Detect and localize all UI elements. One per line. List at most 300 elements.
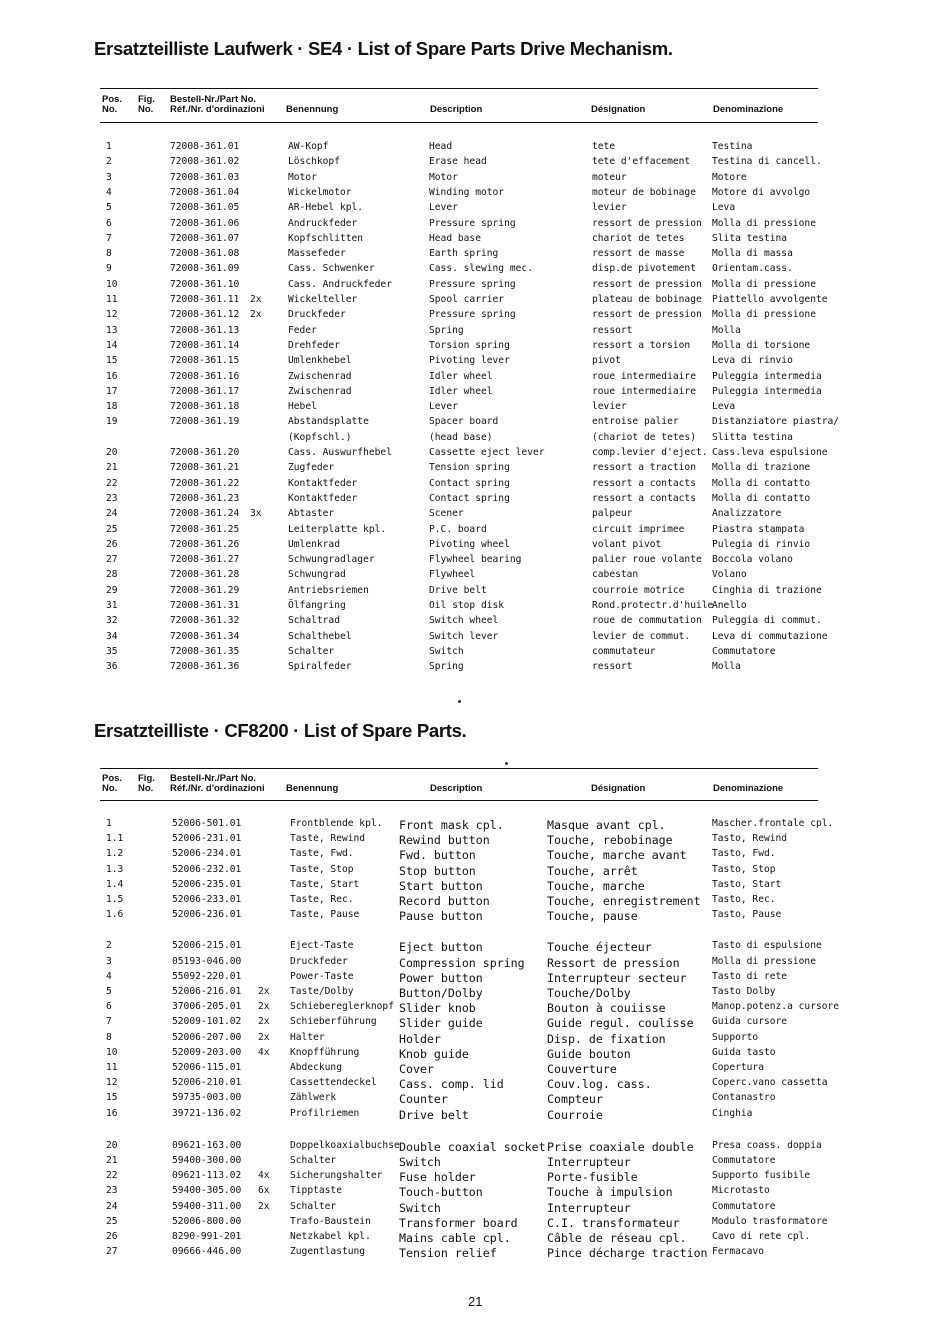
cell-denominazione: Commutatore [712, 1201, 776, 1212]
cell-description: Rewind button [399, 833, 490, 847]
cell-description: Contact spring [429, 478, 510, 489]
cell-order-no: 52006-235.01 [172, 879, 242, 890]
cell-description: Tension spring [429, 462, 510, 473]
cell-pos: 7 [106, 1016, 112, 1027]
cell-benennung: Schiebereglerknopf [290, 1001, 394, 1012]
table-row [100, 615, 860, 630]
table-row [100, 263, 860, 278]
cell-denominazione: Cavo di rete cpl. [712, 1231, 811, 1242]
cell-pos: 5 [106, 202, 112, 213]
cell-pos: 13 [106, 325, 118, 336]
cell-pos: 21 [106, 1155, 118, 1166]
cell-order-no: 72008-361.26 [170, 539, 240, 550]
hdr-denominazione: Denominazione [713, 104, 784, 115]
cell-benennung: AR-Hebel kpl. [288, 202, 364, 213]
cell-description: Cass. comp. lid [399, 1077, 504, 1091]
cell-description: Spring [429, 661, 464, 672]
section1-title: Ersatzteilliste Laufwerk · SE4 · List of Spare Parts Drive Mechanism. [94, 38, 673, 59]
cell-benennung: Abstandsplatte [288, 416, 369, 427]
table-row [100, 1155, 860, 1170]
cell-denominazione: Motore di avvolgo [712, 187, 811, 198]
cell-designation: Touche, enregistrement [547, 894, 701, 908]
cell-benennung: Zwischenrad [288, 386, 352, 397]
cell-order-no: 52006-231.01 [172, 833, 242, 844]
cell-pos: 10 [106, 1047, 118, 1058]
cell-designation: Touche, rebobinage [547, 833, 673, 847]
cell-order-no: 37006-205.01 [172, 1001, 242, 1012]
cell-pos: 24 [106, 1201, 118, 1212]
cell-designation: Porte-fusible [547, 1170, 638, 1184]
cell-designation: levier de commut. [592, 631, 691, 642]
table-row [100, 1231, 860, 1246]
cell-pos: 16 [106, 371, 118, 382]
cell-denominazione: Leva [712, 401, 736, 412]
cell-pos: 1.6 [106, 909, 124, 920]
cell-description: Erase head [429, 156, 487, 167]
cell-order-no: 72008-361.31 [170, 600, 240, 611]
cell-denominazione: Tasto, Fwd. [712, 848, 776, 859]
table-row [100, 631, 860, 646]
cell-designation: Guide bouton [547, 1047, 631, 1061]
cell-pos: 12 [106, 1077, 118, 1088]
cell-designation: Courroie [547, 1108, 603, 1122]
cell-order-no: 72008-361.29 [170, 585, 240, 596]
cell-description: Lever [429, 401, 458, 412]
cell-benennung: Schwungradlager [288, 554, 375, 565]
table-row [100, 462, 860, 477]
cell-denominazione: Puleggia di commut. [712, 615, 822, 626]
cell-description: Idler wheel [429, 386, 493, 397]
cell-benennung: Ölfangring [288, 600, 346, 611]
cell-pos: 3 [106, 172, 112, 183]
cell-order-no: 59400-300.00 [172, 1155, 242, 1166]
cell-denominazione: Fermacavo [712, 1246, 764, 1257]
cell-description: (head base) [429, 432, 493, 443]
cell-description: Spacer board [429, 416, 499, 427]
cell-benennung: Abdeckung [290, 1062, 342, 1073]
cell-designation: tete [592, 141, 616, 152]
cell-pos: 28 [106, 569, 118, 580]
cell-designation: roue intermediaire [592, 371, 696, 382]
cell-description: Counter [399, 1092, 448, 1106]
hdr-pos-bottom: No. [102, 783, 118, 794]
cell-description: Double coaxial socket [399, 1140, 546, 1154]
table-row [100, 386, 860, 401]
table-row [100, 1032, 860, 1047]
cell-benennung: Motor [288, 172, 317, 183]
cell-benennung: Wickelmotor [288, 187, 352, 198]
cell-pos: 26 [106, 1231, 118, 1242]
cell-description: Tension relief [399, 1246, 497, 1260]
cell-order-no: 72008-361.28 [170, 569, 240, 580]
cell-denominazione: Supporto fusibile [712, 1170, 811, 1181]
cell-benennung: Schalter [290, 1201, 337, 1212]
cell-pos: 34 [106, 631, 118, 642]
cell-description: Winding motor [429, 187, 505, 198]
cell-order-no: 09666-446.00 [172, 1246, 242, 1257]
cell-description: Torsion spring [429, 340, 510, 351]
speck [458, 700, 461, 703]
cell-designation: Touche, pause [547, 909, 638, 923]
cell-order-no: 72008-361.08 [170, 248, 240, 259]
cell-order-no: 72008-361.27 [170, 554, 240, 565]
cell-description: Switch wheel [429, 615, 499, 626]
table-row [100, 416, 860, 431]
cell-pos: 24 [106, 508, 118, 519]
cell-description: Cover [399, 1062, 434, 1076]
cell-order-no: 72008-361.23 [170, 493, 240, 504]
cell-quantity: 4x [258, 1047, 270, 1058]
cell-order-no: 52006-233.01 [172, 894, 242, 905]
table-row [100, 478, 860, 493]
cell-designation: Pince décharge traction [547, 1246, 708, 1260]
cell-designation: cabestan [592, 569, 639, 580]
cell-benennung: Netzkabel kpl. [290, 1231, 371, 1242]
cell-order-no: 72008-361.36 [170, 661, 240, 672]
cell-denominazione: Tasto, Stop [712, 864, 776, 875]
cell-denominazione: Testina di cancell. [712, 156, 822, 167]
cell-description: Lever [429, 202, 458, 213]
cell-pos: 8 [106, 248, 112, 259]
cell-benennung: Taste, Rewind [290, 833, 366, 844]
cell-description: Switch [399, 1201, 441, 1215]
cell-pos: 17 [106, 386, 118, 397]
cell-designation: Interrupteur [547, 1155, 631, 1169]
cell-pos: 31 [106, 600, 118, 611]
cell-designation: comp.levier d'eject. [592, 447, 708, 458]
cell-designation: Guide regul. coulisse [547, 1016, 694, 1030]
table-row [100, 187, 860, 202]
cell-benennung: Cass. Auswurfhebel [288, 447, 392, 458]
cell-benennung: Knopfführung [290, 1047, 360, 1058]
cell-denominazione: Cinghia di trazione [712, 585, 822, 596]
cell-designation: Interrupteur secteur [547, 971, 687, 985]
cell-order-no: 72008-361.18 [170, 401, 240, 412]
cell-benennung: Schalthebel [288, 631, 352, 642]
cell-description: Head base [429, 233, 481, 244]
table-row [100, 248, 860, 263]
cell-order-no: 72008-361.04 [170, 187, 240, 198]
cell-denominazione: Cass.leva espulsione [712, 447, 828, 458]
cell-benennung: Eject-Taste [290, 940, 354, 951]
cell-denominazione: Copertura [712, 1062, 764, 1073]
cell-order-no: 72008-361.24 [170, 508, 240, 519]
cell-benennung: Cass. Schwenker [288, 263, 375, 274]
cell-designation: entroise palier [592, 416, 679, 427]
table-row [100, 401, 860, 416]
cell-pos: 19 [106, 416, 118, 427]
cell-benennung: Zugentlastung [290, 1246, 366, 1257]
cell-denominazione: Commutatore [712, 646, 776, 657]
hdr-pos-top: Pos. [102, 773, 123, 784]
cell-denominazione: Molla di pressione [712, 279, 816, 290]
cell-designation: ressort de pression [592, 309, 702, 320]
cell-order-no: 52006-501.01 [172, 818, 242, 829]
cell-order-no: 72008-361.25 [170, 524, 240, 535]
cell-pos: 4 [106, 187, 112, 198]
cell-quantity: 2x [250, 294, 262, 305]
cell-order-no: 09621-163.00 [172, 1140, 242, 1151]
cell-denominazione: Contanastro [712, 1092, 776, 1103]
hdr-pos-bottom: No. [102, 104, 118, 115]
cell-description: Slider knob [399, 1001, 476, 1015]
table-row [100, 1201, 860, 1216]
hdr-designation: Désignation [591, 104, 646, 115]
cell-denominazione: Tasto, Rewind [712, 833, 788, 844]
speck [505, 762, 508, 765]
cell-benennung: Druckfeder [290, 956, 348, 967]
cell-denominazione: Tasto, Start [712, 879, 782, 890]
table-row [100, 524, 860, 539]
cell-pos: 10 [106, 279, 118, 290]
cell-description: Record button [399, 894, 490, 908]
cell-denominazione: Molla di pressione [712, 309, 816, 320]
cell-description: Cass. slewing mec. [429, 263, 533, 274]
cell-pos: 26 [106, 539, 118, 550]
cell-denominazione: Guida tasto [712, 1047, 776, 1058]
cell-pos: 1.3 [106, 864, 124, 875]
cell-order-no: 72008-361.17 [170, 386, 240, 397]
cell-denominazione: Guida cursore [712, 1016, 788, 1027]
cell-denominazione: Molla di trazione [712, 462, 811, 473]
cell-benennung: Kopfschlitten [288, 233, 364, 244]
hdr-benennung: Benennung [286, 104, 339, 115]
cell-quantity: 4x [258, 1170, 270, 1181]
cell-order-no: 72008-361.34 [170, 631, 240, 642]
cell-quantity: 2x [258, 1032, 270, 1043]
cell-benennung: Cassettendeckel [290, 1077, 377, 1088]
table-row [100, 156, 860, 171]
cell-denominazione: Cinghia [712, 1108, 753, 1119]
table-row [100, 202, 860, 217]
hdr-description: Description [430, 783, 483, 794]
table-row [100, 233, 860, 248]
cell-description: Slider guide [399, 1016, 483, 1030]
cell-pos: 12 [106, 309, 118, 320]
cell-pos: 35 [106, 646, 118, 657]
cell-description: Holder [399, 1032, 441, 1046]
cell-description: Start button [399, 879, 483, 893]
cell-pos: 16 [106, 1108, 118, 1119]
cell-denominazione: Leva [712, 202, 736, 213]
table-row [100, 355, 860, 370]
cell-benennung: Schalter [288, 646, 335, 657]
cell-designation: Touche, marche avant [547, 848, 687, 862]
hdr-fig-bottom: No. [138, 783, 154, 794]
cell-benennung: Spiralfeder [288, 661, 352, 672]
cell-order-no: 72008-361.02 [170, 156, 240, 167]
hdr-fig-top: Fig. [138, 773, 155, 784]
cell-pos: 23 [106, 1185, 118, 1196]
cell-benennung: Löschkopf [288, 156, 340, 167]
cell-description: Head [429, 141, 453, 152]
cell-description: Mains cable cpl. [399, 1231, 511, 1245]
cell-denominazione: Puleggia intermedia [712, 371, 822, 382]
cell-order-no: 72008-361.35 [170, 646, 240, 657]
cell-designation: levier [592, 401, 627, 412]
cell-designation: roue de commutation [592, 615, 702, 626]
cell-designation: ressort de pression [592, 218, 702, 229]
hdr-fig-bottom: No. [138, 104, 154, 115]
cell-benennung: Feder [288, 325, 317, 336]
cell-order-no: 55092-220.01 [172, 971, 242, 982]
table-row [100, 1246, 860, 1261]
cell-pos: 5 [106, 986, 112, 997]
cell-description: Fwd. button [399, 848, 476, 862]
cell-pos: 21 [106, 462, 118, 473]
cell-description: Eject button [399, 940, 483, 954]
cell-description: Idler wheel [429, 371, 493, 382]
cell-quantity: 2x [258, 1016, 270, 1027]
cell-benennung: Taste, Pause [290, 909, 360, 920]
cell-order-no: 72008-361.10 [170, 279, 240, 290]
cell-quantity: 6x [258, 1185, 270, 1196]
table-row [100, 447, 860, 462]
cell-denominazione: Molla di contatto [712, 493, 811, 504]
cell-designation: Couv.log. cass. [547, 1077, 652, 1091]
cell-designation: Câble de réseau cpl. [547, 1231, 687, 1245]
cell-order-no: 52006-216.01 [172, 986, 242, 997]
cell-denominazione: Motore [712, 172, 747, 183]
cell-denominazione: Molla di contatto [712, 478, 811, 489]
table-row [100, 539, 860, 554]
cell-benennung: Antriebsriemen [288, 585, 369, 596]
cell-benennung: Abtaster [288, 508, 335, 519]
cell-order-no: 52006-215.01 [172, 940, 242, 951]
cell-designation: (chariot de tetes) [592, 432, 696, 443]
cell-denominazione: Orientam.cass. [712, 263, 793, 274]
cell-benennung: Schwungrad [288, 569, 346, 580]
table-row [100, 218, 860, 233]
table-row [100, 508, 860, 523]
cell-description: Stop button [399, 864, 476, 878]
cell-denominazione: Tasto di rete [712, 971, 788, 982]
cell-benennung: Wickelteller [288, 294, 358, 305]
cell-designation: commutateur [592, 646, 656, 657]
cell-benennung: Druckfeder [288, 309, 346, 320]
cell-pos: 22 [106, 1170, 118, 1181]
cell-pos: 1.2 [106, 848, 124, 859]
table-row [100, 1062, 860, 1077]
cell-denominazione: Distanziatore piastra/ [712, 416, 840, 427]
section1-rule-bottom [100, 122, 818, 123]
cell-pos: 27 [106, 554, 118, 565]
cell-benennung: Drehfeder [288, 340, 340, 351]
cell-benennung: Cass. Andruckfeder [288, 279, 392, 290]
cell-denominazione: Manop.potenz.a cursore [712, 1001, 840, 1012]
table-row [100, 1185, 860, 1200]
hdr-fig-top: Fig. [138, 94, 155, 105]
table-row [100, 600, 860, 615]
cell-benennung: Andruckfeder [288, 218, 358, 229]
table-row [100, 971, 860, 986]
cell-designation: Couverture [547, 1062, 617, 1076]
cell-description: Oil stop disk [429, 600, 505, 611]
cell-designation: pivot [592, 355, 621, 366]
cell-pos: 29 [106, 585, 118, 596]
cell-benennung: Taste, Start [290, 879, 360, 890]
table-row [100, 340, 860, 355]
cell-pos: 6 [106, 218, 112, 229]
cell-denominazione: Commutatore [712, 1155, 776, 1166]
cell-order-no: 72008-361.15 [170, 355, 240, 366]
table-row [100, 1092, 860, 1107]
cell-pos: 15 [106, 1092, 118, 1103]
cell-order-no: 59400-305.00 [172, 1185, 242, 1196]
cell-denominazione: Testina [712, 141, 753, 152]
table-row [100, 833, 860, 848]
table-row [100, 309, 860, 324]
cell-designation: Compteur [547, 1092, 603, 1106]
cell-order-no: 72008-361.16 [170, 371, 240, 382]
cell-pos: 11 [106, 1062, 118, 1073]
cell-description: Pause button [399, 909, 483, 923]
cell-description: Front mask cpl. [399, 818, 504, 832]
hdr-order-bottom: Réf./Nr. d'ordinazioni [170, 783, 265, 794]
hdr-order-bottom: Réf./Nr. d'ordinazioni [170, 104, 265, 115]
cell-benennung: (Kopfschl.) [288, 432, 352, 443]
cell-pos: 2 [106, 156, 112, 167]
cell-denominazione: Volano [712, 569, 747, 580]
cell-description: Pressure spring [429, 309, 516, 320]
cell-denominazione: Microtasto [712, 1185, 770, 1196]
cell-description: Switch [399, 1155, 441, 1169]
cell-benennung: Zugfeder [288, 462, 335, 473]
cell-designation: Touche, marche [547, 879, 645, 893]
table-row [100, 325, 860, 340]
cell-benennung: Umlenkhebel [288, 355, 352, 366]
cell-quantity: 2x [258, 1201, 270, 1212]
table-row [100, 879, 860, 894]
cell-pos: 14 [106, 340, 118, 351]
cell-designation: ressort a contacts [592, 493, 696, 504]
cell-denominazione: Tasto Dolby [712, 986, 776, 997]
table-row [100, 956, 860, 971]
cell-description: Knob guide [399, 1047, 469, 1061]
cell-order-no: 52006-207.00 [172, 1032, 242, 1043]
cell-order-no: 52006-234.01 [172, 848, 242, 859]
table-row [100, 1001, 860, 1016]
cell-description: Pressure spring [429, 218, 516, 229]
cell-designation: Masque avant cpl. [547, 818, 666, 832]
cell-benennung: Trafo-Baustein [290, 1216, 371, 1227]
cell-benennung: Taste/Dolby [290, 986, 354, 997]
cell-order-no: 52009-203.00 [172, 1047, 242, 1058]
cell-pos: 15 [106, 355, 118, 366]
cell-order-no: 72008-361.06 [170, 218, 240, 229]
cell-denominazione: Molla di torsione [712, 340, 811, 351]
table-row [100, 569, 860, 584]
cell-quantity: 3x [250, 508, 262, 519]
cell-designation: ressort a torsion [592, 340, 691, 351]
cell-description: Spring [429, 325, 464, 336]
cell-pos: 20 [106, 447, 118, 458]
cell-benennung: Halter [290, 1032, 325, 1043]
cell-designation: Bouton à couiisse [547, 1001, 666, 1015]
cell-order-no: 52006-236.01 [172, 909, 242, 920]
hdr-description: Description [430, 104, 483, 115]
cell-designation: ressort a traction [592, 462, 696, 473]
cell-denominazione: Slita testina [712, 233, 788, 244]
hdr-designation: Désignation [591, 783, 646, 794]
hdr-denominazione: Denominazione [713, 783, 784, 794]
cell-denominazione: Molla [712, 661, 741, 672]
cell-order-no: 72008-361.07 [170, 233, 240, 244]
table-row [100, 1077, 860, 1092]
cell-order-no: 72008-361.09 [170, 263, 240, 274]
cell-order-no: 52006-115.01 [172, 1062, 242, 1073]
cell-description: Pivoting lever [429, 355, 510, 366]
